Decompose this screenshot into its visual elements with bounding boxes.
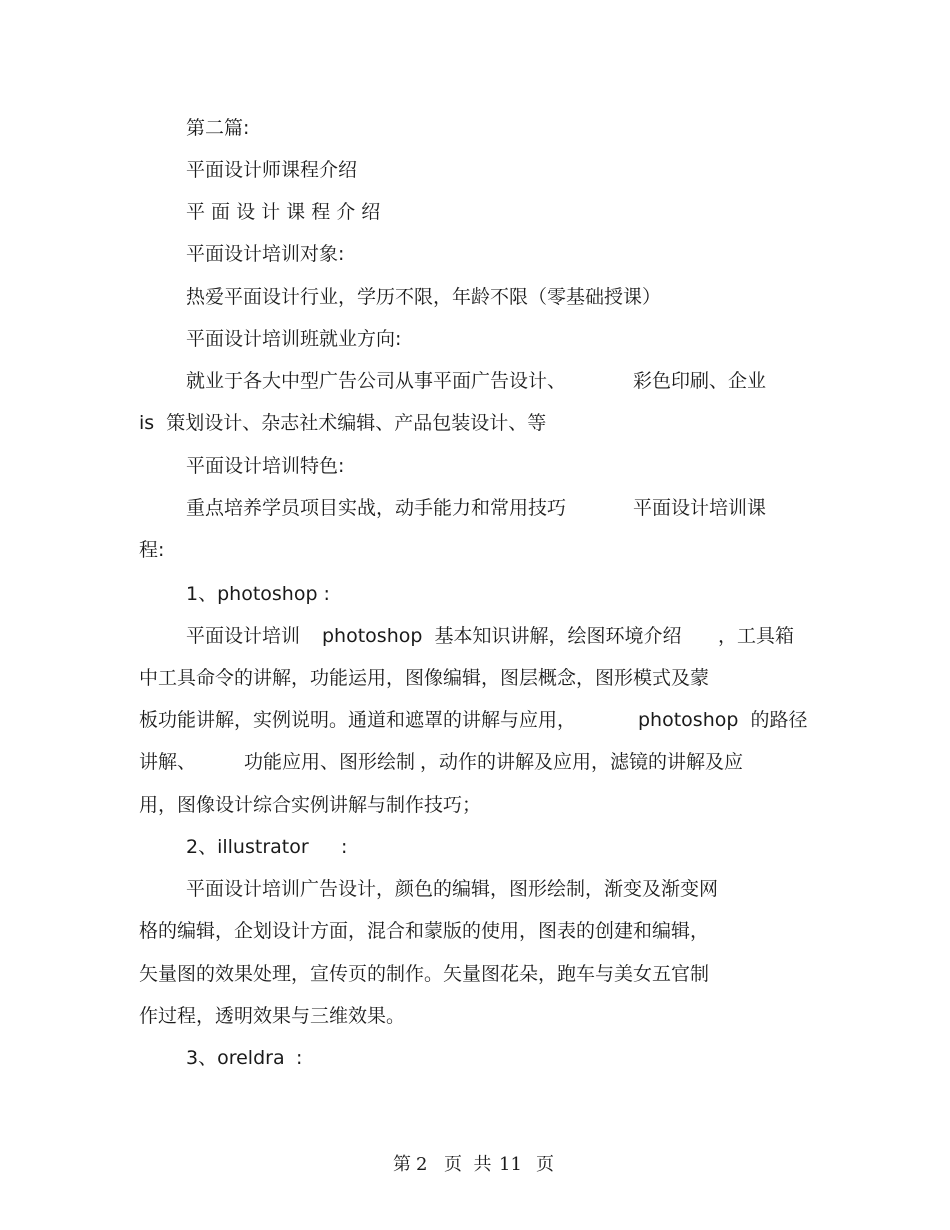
text-line	[0, 621, 950, 651]
text-segment: 第二篇:	[186, 117, 250, 139]
page-footer	[0, 1150, 950, 1180]
section-heading	[0, 113, 950, 143]
text-segment: ，动作的讲解及应用，滤镜的讲解及应	[420, 751, 744, 773]
text-line	[0, 324, 950, 354]
text-segment: 彩色印刷、企业	[633, 370, 767, 392]
text-segment: 中工具命令的讲解，功能运用，图像编辑，图层概念，图形模式及蒙	[139, 667, 710, 689]
text-segment: ，工具箱	[718, 625, 795, 647]
text-segment: 平面设计培训	[186, 625, 301, 647]
text-line	[0, 663, 950, 693]
text-segment: 3、oreldra	[186, 1047, 285, 1069]
text-segment: 平面设计师课程介绍	[186, 159, 358, 181]
text-segment: photoshop 的路径	[638, 709, 808, 731]
text-line	[0, 282, 950, 312]
page-label-mid: 页 共	[444, 1154, 492, 1175]
text-segment: 用，图像设计综合实例讲解与制作技巧；	[139, 794, 482, 816]
text-line	[0, 916, 950, 946]
text-segment: is 策划设计、杂志社术编辑、产品包装设计、等	[139, 412, 547, 434]
page-label-prefix: 第	[393, 1154, 411, 1175]
text-segment: 平面设计培训特色:	[186, 455, 345, 477]
text-segment: 平面设计培训班就业方向:	[186, 328, 402, 350]
text-segment: 矢量图的效果处理，宣传页的制作。矢量图花朵，跑车与美女五官制	[139, 963, 710, 985]
page-number: 2	[416, 1154, 428, 1175]
text-segment: 2、illustrator	[186, 836, 309, 858]
text-segment: 热爱平面设计行业，学历不限，年龄不限（零基础授课）	[186, 286, 662, 308]
text-line	[0, 451, 950, 481]
text-segment: 板功能讲解，实例说明。通道和遮罩的讲解与应用，	[139, 709, 577, 731]
text-segment: 平面设计培训对象:	[186, 243, 345, 265]
text-line	[0, 239, 950, 269]
list-heading	[0, 1043, 950, 1073]
text-segment: 重点培养学员项目实战，动手能力和常用技巧	[186, 497, 567, 519]
course-title	[0, 155, 950, 185]
text-segment: 平面设计培训广告设计，颜色的编辑，图形绘制，渐变及渐变网	[186, 878, 719, 900]
text-line	[0, 366, 950, 396]
text-segment: 功能应用、图形绘制	[244, 751, 416, 773]
text-line	[0, 790, 950, 820]
text-line	[0, 959, 950, 989]
list-heading	[0, 579, 950, 609]
text-segment: 讲解、	[139, 751, 197, 773]
text-line	[0, 705, 950, 735]
text-line	[0, 874, 950, 904]
page-total: 11	[499, 1154, 522, 1175]
text-line	[0, 535, 950, 565]
text-segment: 程:	[139, 539, 165, 561]
text-segment: :	[296, 1047, 303, 1069]
page-label-suffix: 页	[536, 1154, 554, 1175]
text-segment: :	[341, 836, 348, 858]
text-segment: 1、photoshop :	[186, 583, 330, 605]
course-title-spaced	[0, 197, 950, 227]
list-heading	[0, 832, 950, 862]
text-segment: 就业于各大中型广告公司从事平面广告设计、	[186, 370, 567, 392]
text-line	[0, 1001, 950, 1031]
text-segment: 平 面 设 计 课 程 介 绍	[186, 201, 381, 223]
text-segment: 格的编辑，企划设计方面，混合和蒙版的使用，图表的创建和编辑，	[139, 920, 710, 942]
text-segment: 平面设计培训课	[633, 497, 767, 519]
text-line	[0, 408, 950, 438]
text-line	[0, 493, 950, 523]
text-segment: photoshop 基本知识讲解，绘图环境介绍	[322, 625, 682, 647]
text-segment: 作过程，透明效果与三维效果。	[139, 1005, 406, 1027]
text-line	[0, 747, 950, 777]
